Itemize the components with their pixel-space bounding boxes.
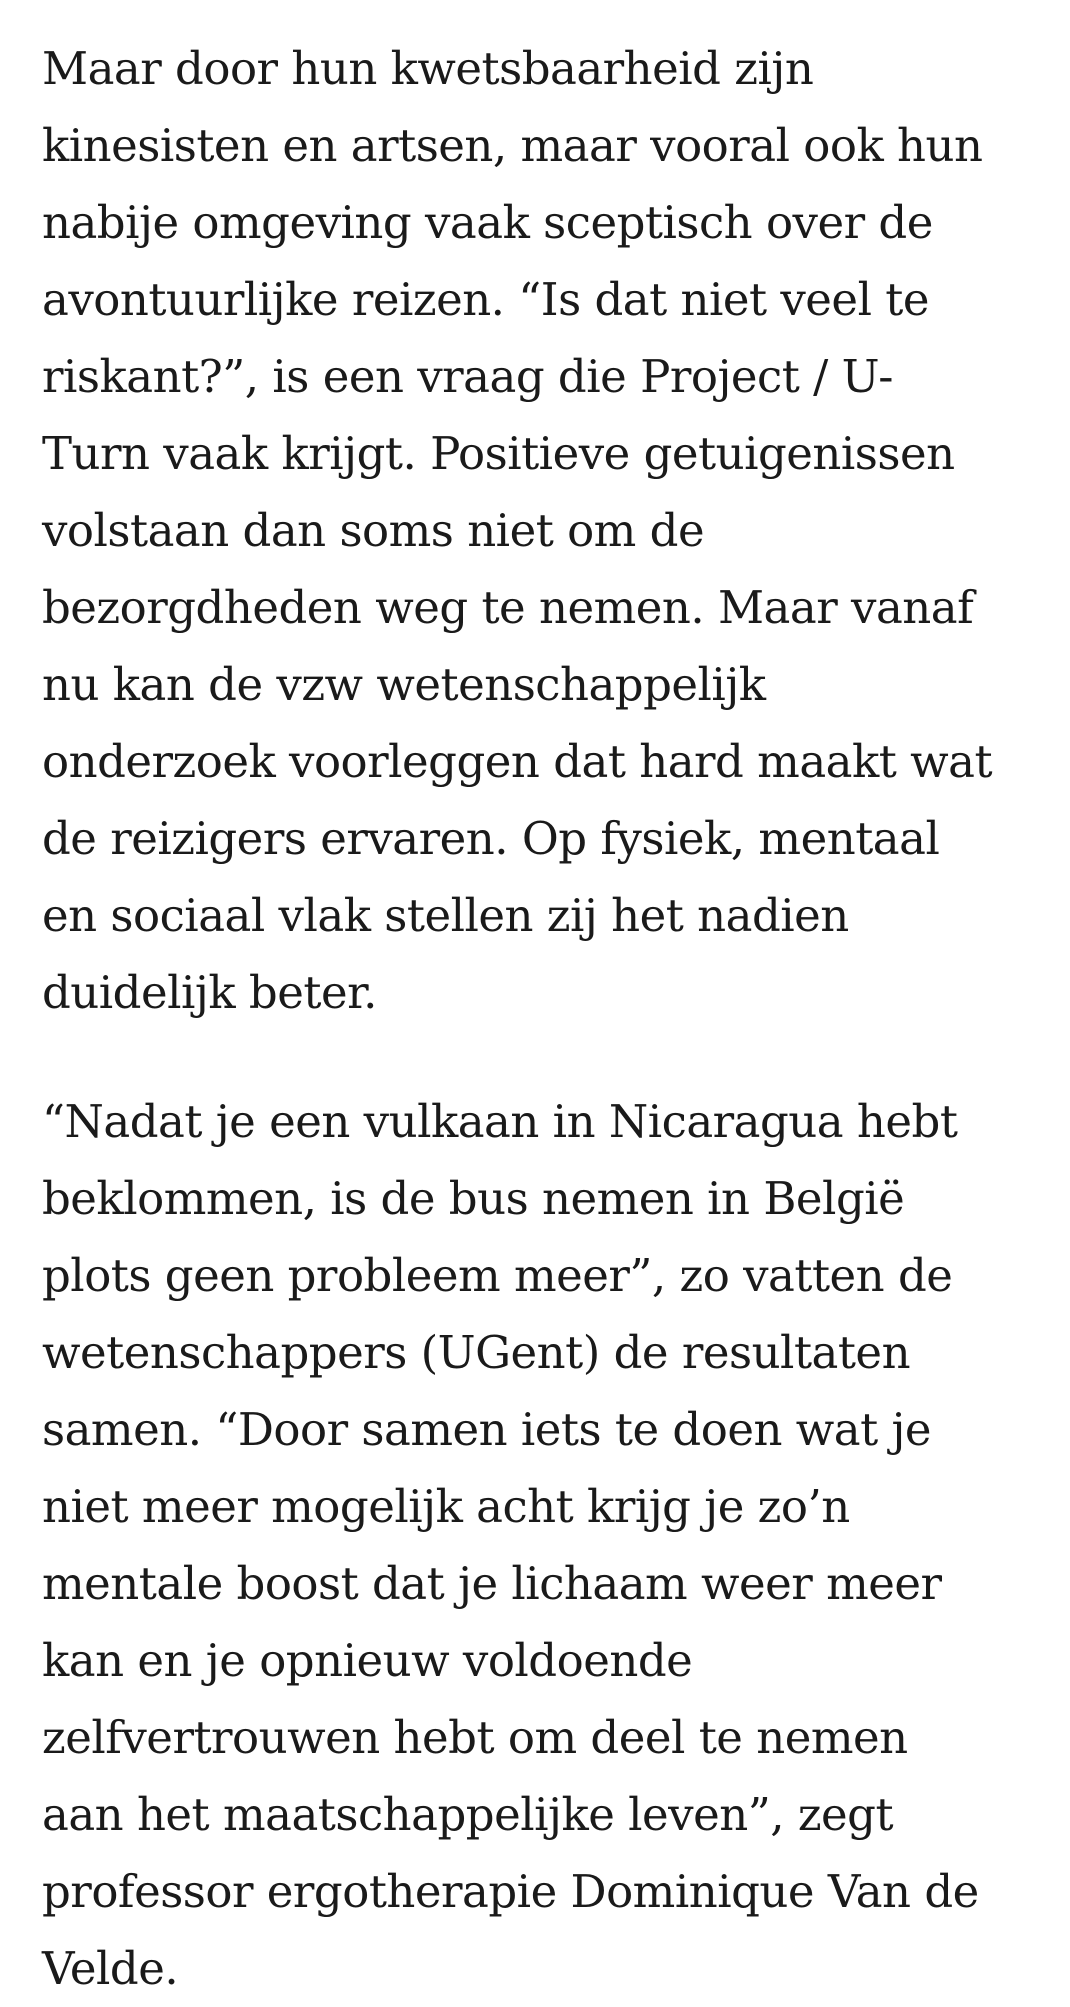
text-line: Maar door hun kwetsbaarheid zijn (42, 42, 814, 95)
text-line: wetenschappers (UGent) de resultaten (42, 1326, 911, 1379)
text-line: niet meer mogelijk acht krijg je zo’n (42, 1480, 850, 1533)
article-paragraph (42, 30, 1040, 1031)
text-line: professor ergotherapie Dominique Van de (42, 1865, 979, 1918)
text-line: Turn vaak krijgt. Positieve getuigenissen (42, 427, 955, 480)
text-line: avontuurlijke reizen. “Is dat niet veel te (42, 273, 929, 326)
text-line: duidelijk beter. (42, 966, 377, 1019)
text-line: bezorgdheden weg te nemen. Maar vanaf (42, 581, 974, 634)
article-paragraph (42, 1083, 1040, 2007)
text-line: zelfvertrouwen hebt om deel te nemen (42, 1711, 908, 1764)
text-line: plots geen probleem meer”, zo vatten de (42, 1249, 953, 1302)
text-line: beklommen, is de bus nemen in België (42, 1172, 905, 1225)
text-line: en sociaal vlak stellen zij het nadien (42, 889, 849, 942)
text-line: de reizigers ervaren. Op fysiek, mentaal (42, 812, 940, 865)
text-line: onderzoek voorleggen dat hard maakt wat (42, 735, 993, 788)
text-line: kinesisten en artsen, maar vooral ook hun (42, 119, 983, 172)
text-line: riskant?”, is een vraag die Project / U- (42, 350, 893, 403)
text-line: samen. “Door samen iets te doen wat je (42, 1403, 932, 1456)
text-line: volstaan dan soms niet om de (42, 504, 705, 557)
text-line: nu kan de vzw wetenschappelijk (42, 658, 766, 711)
text-line: “Nadat je een vulkaan in Nicaragua hebt (42, 1095, 958, 1148)
text-line: mentale boost dat je lichaam weer meer (42, 1557, 942, 1610)
text-line: Velde. (42, 1942, 179, 1995)
text-line: kan en je opnieuw voldoende (42, 1634, 693, 1687)
text-line: aan het maatschappelijke leven”, zegt (42, 1788, 894, 1841)
text-line: nabije omgeving vaak sceptisch over de (42, 196, 933, 249)
